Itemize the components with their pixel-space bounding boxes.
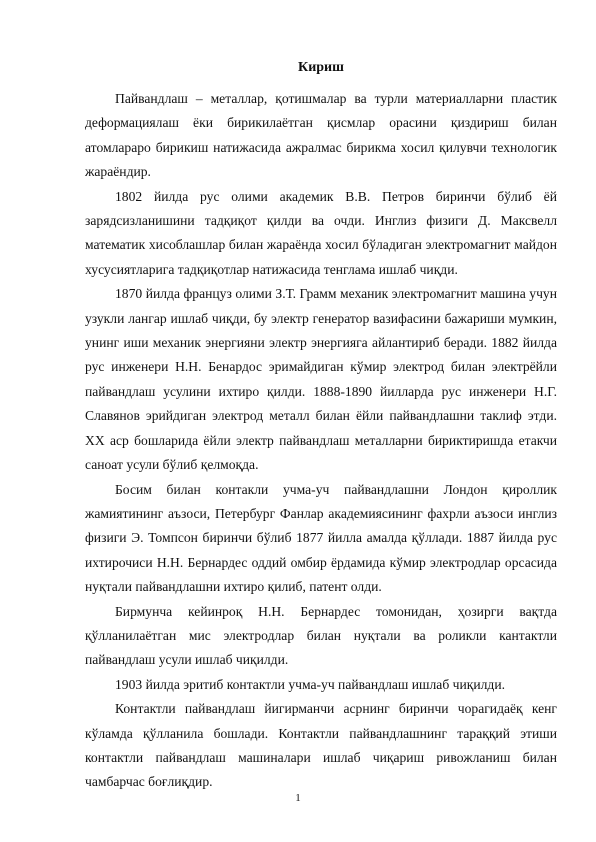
- paragraph-2: 1802 йилда рус олими академик В.В. Петров биринчи бўлиб ёй зарядсизланишини тадқиқот қилди ва очди. Инглиз физиги Д. Максвелл математик хисоблашлар билан жараёнда хосил бўладиган электромагнит майдон хусусиятларига тадқиқотлар натижасида тенглама ишлаб чиқди.: [85, 188, 557, 277]
- page-title: Кириш: [298, 60, 344, 75]
- paragraph-5: Бирмунча кейинроқ Н.Н. Бернардес томонидан, ҳозирги вақтда қўлланилаётган мис электродлар билан нуқтали ва роликли кантактли пайвандлаш усули ишлаб чиқилди.: [85, 603, 557, 668]
- page-number: 1: [295, 792, 301, 804]
- paragraph-7: Контактли пайвандлаш йигирманчи асрнинг биринчи чорагидаёқ кенг кўламда қўлланила бошлади. Контактли пайвандлашнинг тараққий этиши контактли пайвандлаш машиналари ишлаб чиқариш ривожланиш билан чамбарчас боғлиқдир.: [85, 701, 557, 790]
- document-page: [85, 58, 557, 795]
- paragraph-6: 1903 йилда эритиб контактли учма-уч пайвандлаш ишлаб чиқилди.: [115, 676, 506, 692]
- paragraph-4: Босим билан контакли учма-уч пайвандлашни Лондон қироллик жамиятининг аъзоси, Петербург Фанлар академиясининг фахрли аъзоси инглиз физиги Э. Томпсон биринчи бўлиб 1877 йилла амалда қўллади. 1887 йилда рус ихтирочиси Н.Н. Бернардес оддий омбир ёрдамида кўмир электродлар орсасида нуқтали пайвандлашни ихтиро қилиб, патент олди.: [85, 481, 557, 595]
- paragraph-1: Пайвандлаш – металлар, қотишмалар ва турли материалларни пластик деформациялаш ёки бирикилаётган қисмлар орасини қиздириш билан атомлараро бирикиш натижасида ажралмас бирикма хосил қилувчи технологик жараёндир.: [85, 91, 557, 180]
- paragraph-3: 1870 йилда француз олими З.Т. Грамм механик электромагнит машина учун узукли лангар ишлаб чиқди, бу электр генератор вазифасини бажариши мумкин, унинг иши механик энергияни электр энергияга айлантириб беради. 1882 йилда рус инженери Н.Н. Бенардос эримайдиган кўмир электрод билан электрёйли пайвандлаш усулини ихтиро қилди. 1888-1890 йилларда рус инженери Н.Г. Славянов эрийдиган электрод металл билан ёйли пайвандлашни таклиф этди. XX аср бошларида ёйли электр пайвандлаш металларни бириктиришда етакчи саноат усули бўлиб қелмоқда.: [85, 286, 557, 473]
